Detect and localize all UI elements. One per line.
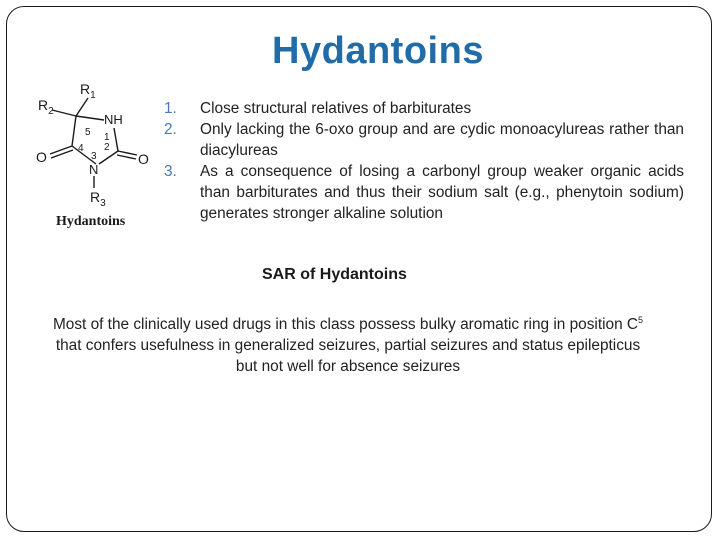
- oxygen-left-label: O: [36, 149, 47, 165]
- structure-caption: Hydantoins: [56, 214, 126, 229]
- list-number: 1.: [164, 100, 177, 117]
- nh-label: NH: [104, 112, 123, 127]
- sar-superscript: 5: [638, 315, 644, 325]
- list-number: 3.: [164, 163, 177, 180]
- list-number: 2.: [164, 121, 177, 138]
- n-label: N: [89, 162, 99, 177]
- sar-heading: SAR of Hydantoins: [262, 266, 407, 283]
- sar-paragraph: [48, 310, 648, 377]
- position-1-label: 1: [104, 132, 110, 143]
- r2-label: $R_2$: [38, 97, 54, 117]
- r1-label: $R_1$: [80, 81, 96, 101]
- list-text: Close structural relatives of barbiturates: [200, 100, 472, 117]
- slide-title: Hydantoins: [272, 30, 484, 72]
- list-text: As a consequence of losing a carbonyl group weaker organic acids than barbiturates and thus their sodium salt (e.g., phenytoin sodium) generates stronger alkaline solution: [200, 163, 684, 222]
- list-text: Only lacking the 6-oxo group and are cydic monoacylureas rather than diacylureas: [200, 121, 684, 159]
- sar-text-start: Most of the clinically used drugs in this class possess bulky aromatic ring in position C: [52, 316, 639, 334]
- r3-label: $R_3$: [90, 189, 106, 209]
- position-2-label: 2: [104, 142, 110, 153]
- list-item: [164, 119, 684, 161]
- position-4-label: 4: [78, 143, 84, 154]
- position-5-label: 5: [85, 127, 91, 138]
- oxygen-right-label: O: [138, 151, 149, 167]
- list-item: [164, 161, 684, 224]
- key-points-list: [164, 98, 684, 224]
- sar-text-end: that confers usefulness in generalized seizures, partial seizures and status epilepticus but not well for absence seizures: [55, 337, 641, 376]
- hydantoin-ring-diagram: [30, 78, 160, 218]
- list-item: [164, 98, 684, 119]
- position-3-label: 3: [91, 151, 97, 162]
